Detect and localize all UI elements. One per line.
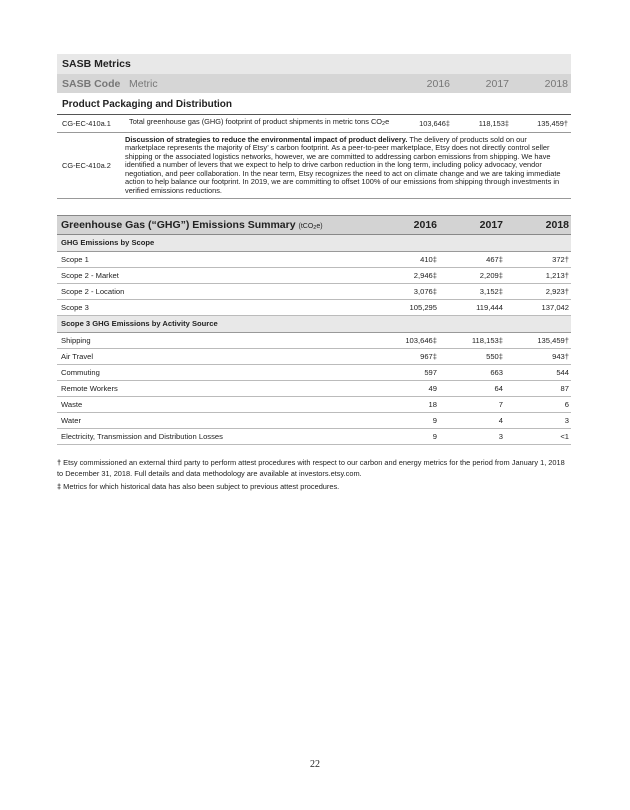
footnote-dagger: † Etsy commissioned an external third party to perform attest procedures with respect to our carbon and energy metrics for the period from January 1, 2018 to December 31, 2018. Full details and data methodology are available at investors.etsy.com. bbox=[57, 458, 565, 478]
ghg-header-2018: 2018 bbox=[545, 219, 569, 231]
table-row: Scope 2 - Location 3,076‡ 3,152‡ 2,923† bbox=[57, 284, 571, 300]
ghg-header-2016: 2016 bbox=[413, 219, 437, 231]
table-row: Commuting 597 663 544 bbox=[57, 365, 571, 381]
page-number: 22 bbox=[310, 759, 320, 770]
sasb-table bbox=[57, 54, 571, 199]
table-row: Scope 3 105,295 119,444 137,042 bbox=[57, 300, 571, 316]
header-2018: 2018 bbox=[544, 77, 568, 90]
sasb-row-410a1 bbox=[57, 115, 571, 133]
header-sasb-code: SASB Code bbox=[62, 77, 121, 90]
table-row: Air Travel 967‡ 550‡ 943† bbox=[57, 349, 571, 365]
sasb-code: CG-EC-410a.2 bbox=[62, 160, 111, 170]
table-row: Electricity, Transmission and Distribution Losses 9 3 <1 bbox=[57, 429, 571, 445]
sasb-metric-discussion: Discussion of strategies to reduce the environmental impact of product delivery. The delivery of products sold on our marketplace represents the majority of Etsy’ s carbon footprint. As a peer-to-peer marketplace, Etsy does not directly control seller shipping or the associated logistics networks, however, we are committed to addressing carbon emissions from shipping. We have identified a number of levers that we expect to help to drive carbon reduction in the long term, including policy advocacy, vendor negotiation, and peer collaboration. In the near term, Etsy recognizes the need to act on climate change and we are taking immediate action to help balance our footprint. In 2019, we are committing to offset 100% of our emissions from shipping through investments in verified emissions reductions. bbox=[125, 134, 561, 195]
table-row: Waste 18 7 6 bbox=[57, 397, 571, 413]
group-activity-title: Scope 3 GHG Emissions by Activity Source bbox=[57, 316, 571, 333]
sasb-row-410a2 bbox=[57, 133, 571, 200]
ghg-table bbox=[57, 215, 571, 445]
value-2018: 135,459† bbox=[537, 118, 568, 128]
sasb-metric: Total greenhouse gas (GHG) footprint of product shipments in metric tons CO2e bbox=[129, 117, 390, 127]
table-row: Shipping 103,646‡ 118,153‡ 135,459† bbox=[57, 333, 571, 349]
value-2016: 103,646‡ bbox=[419, 118, 450, 128]
table-row: Remote Workers 49 64 87 bbox=[57, 381, 571, 397]
table-row: Scope 2 - Market 2,946‡ 2,209‡ 1,213† bbox=[57, 268, 571, 284]
page-content bbox=[57, 54, 571, 496]
group-scope-title: GHG Emissions by Scope bbox=[57, 235, 571, 252]
footnote-double-dagger: ‡ Metrics for which historical data has also been subject to previous attest procedures. bbox=[57, 482, 340, 491]
ghg-header-2017: 2017 bbox=[479, 219, 503, 231]
table-row: Water 9 4 3 bbox=[57, 413, 571, 429]
footnotes bbox=[57, 458, 571, 493]
table-row: Scope 1 410‡ 467‡ 372† bbox=[57, 252, 571, 268]
sasb-code: CG-EC-410a.1 bbox=[62, 118, 111, 128]
header-metric: Metric bbox=[129, 77, 158, 90]
ghg-title: Greenhouse Gas (“GHG”) Emissions Summary (tCO2e) bbox=[61, 219, 323, 231]
section-title: Product Packaging and Distribution bbox=[57, 93, 571, 115]
ghg-header-row bbox=[57, 215, 571, 235]
header-2017: 2017 bbox=[485, 77, 509, 90]
sasb-header-row bbox=[57, 74, 571, 93]
value-2017: 118,153‡ bbox=[478, 118, 509, 128]
sasb-title: SASB Metrics bbox=[57, 54, 571, 74]
header-2016: 2016 bbox=[426, 77, 450, 90]
